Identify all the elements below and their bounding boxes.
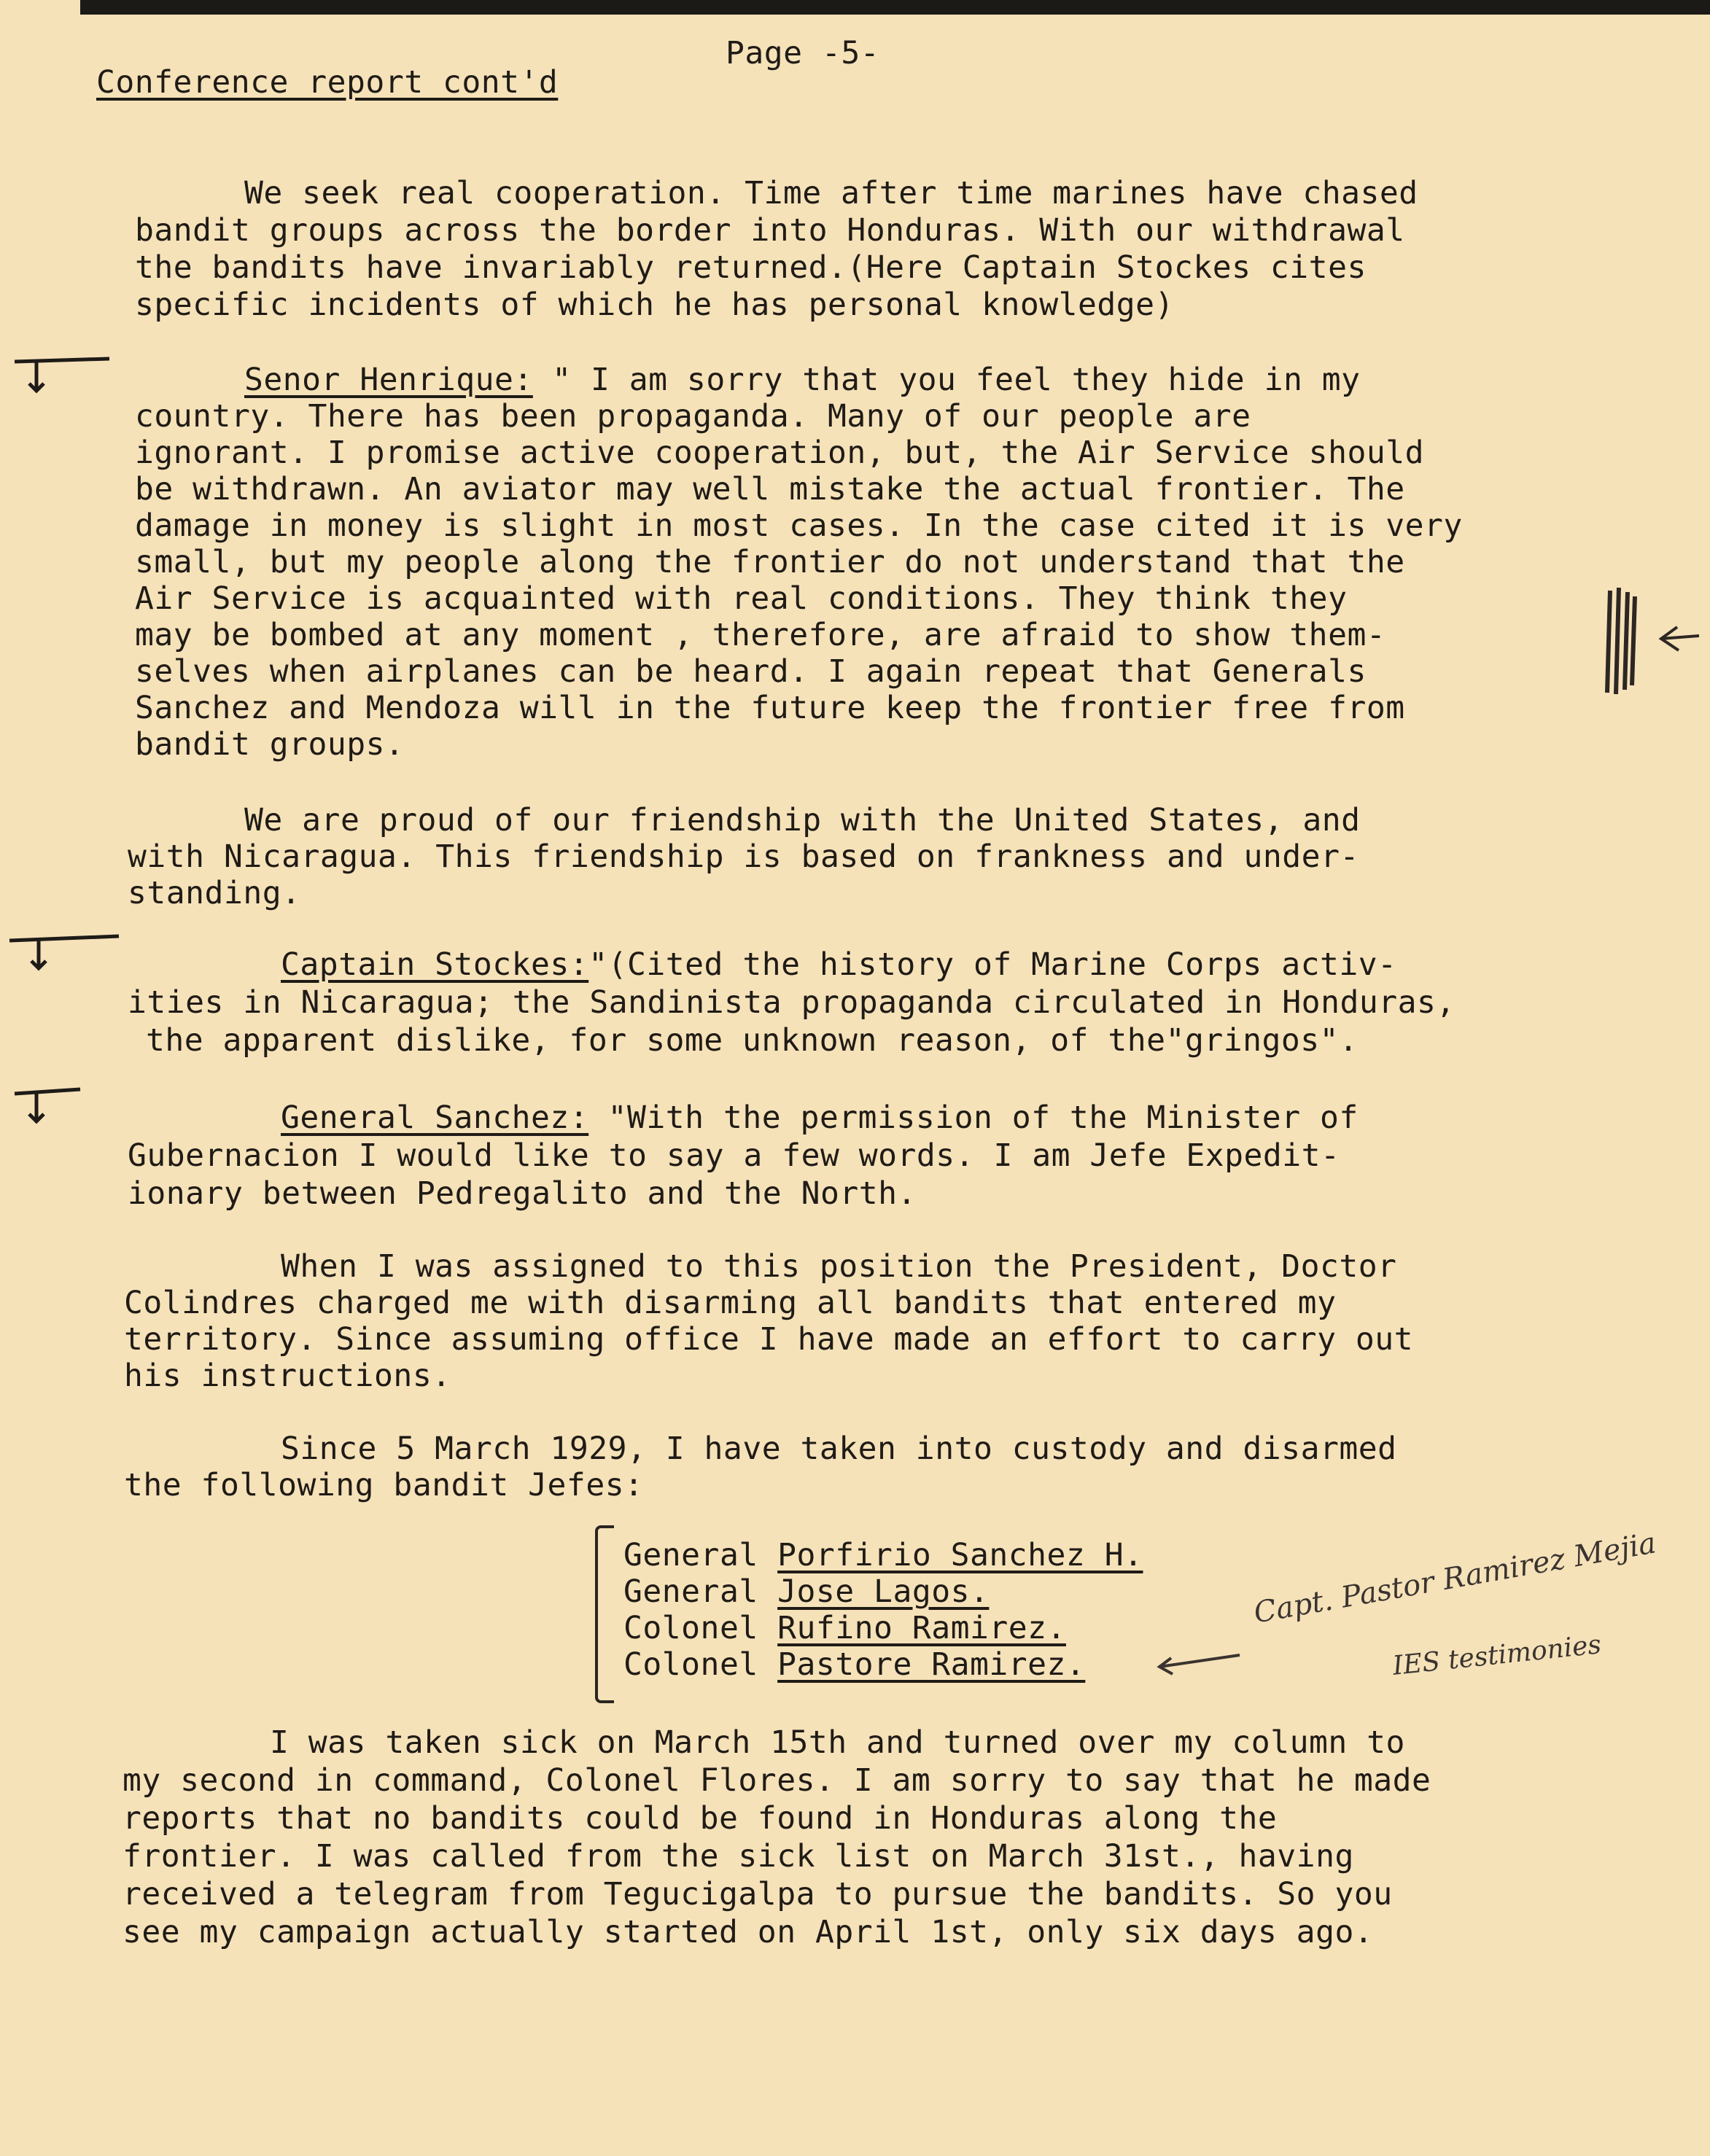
- list-item: Colonel Rufino Ramirez.: [623, 1610, 1066, 1646]
- paragraph-4-line: ities in Nicaragua; the Sandinista propaganda circulated in Honduras,: [128, 984, 1456, 1021]
- paragraph-8-line: received a telegram from Tegucigalpa to pursue the bandits. So you: [123, 1876, 1393, 1912]
- paragraph-2-line: small, but my people along the frontier do not understand that the: [135, 544, 1405, 580]
- margin-emphasis-mark: [1597, 583, 1706, 700]
- paragraph-8-line: I was taken sick on March 15th and turned over my column to: [270, 1724, 1405, 1761]
- paragraph-2-line: bandit groups.: [135, 726, 405, 763]
- paragraph-8-line: my second in command, Colonel Flores. I am sorry to say that he made: [123, 1762, 1431, 1799]
- paragraph-text: " I am sorry that you feel they hide in my: [552, 362, 1361, 398]
- paragraph-1-line: specific incidents of which he has personal knowledge): [135, 287, 1174, 323]
- handwritten-note: Capt. Pastor Ramirez Mejia: [1251, 1526, 1659, 1630]
- paragraph-2-line: ignorant. I promise active cooperation, but, the Air Service should: [135, 435, 1425, 471]
- paragraph-1-line: the bandits have invariably returned.(Here Captain Stockes cites: [135, 249, 1367, 286]
- paragraph-8-line: frontier. I was called from the sick list on March 31st., having: [123, 1838, 1354, 1875]
- paragraph-text: "With the permission of the Minister of: [607, 1100, 1359, 1136]
- paragraph-8-line: reports that no bandits could be found in Honduras along the: [123, 1800, 1278, 1837]
- paragraph-4-line: the apparent dislike, for some unknown reason, of the"gringos".: [146, 1022, 1359, 1059]
- paragraph-4-first-line: [281, 946, 1397, 984]
- paragraph-7-line: Since 5 March 1929, I have taken into custody and disarmed: [281, 1431, 1397, 1467]
- paragraph-6-line: Colindres charged me with disarming all bandits that entered my: [124, 1285, 1337, 1321]
- list-item: General Porfirio Sanchez H.: [623, 1537, 1143, 1573]
- paragraph-7-line: the following bandit Jefes:: [124, 1467, 644, 1503]
- paragraph-2-line: country. There has been propaganda. Many of our people are: [135, 398, 1251, 435]
- speaker-name: Senor Henrique:: [244, 362, 533, 398]
- speaker-name: Captain Stockes:: [281, 946, 589, 983]
- margin-bracket-mark: [11, 356, 113, 400]
- list-item: General Jose Lagos.: [623, 1573, 990, 1610]
- paragraph-3-line: We are proud of our friendship with the United States, and: [244, 802, 1361, 838]
- paragraph-5-line: Gubernacion I would like to say a few words. I am Jefe Expedit-: [128, 1137, 1340, 1174]
- paragraph-text: "(Cited the history of Marine Corps activ-: [588, 946, 1397, 983]
- paragraph-8-line: see my campaign actually started on April 1st, only six days ago.: [123, 1914, 1374, 1950]
- margin-bracket-mark: [6, 933, 123, 977]
- paragraph-2-line: damage in money is slight in most cases. In the case cited it is very: [135, 507, 1463, 544]
- page-header: Conference report cont'd: [96, 64, 559, 101]
- paragraph-2-line: selves when airplanes can be heard. I again repeat that Generals: [135, 653, 1367, 690]
- list-bracket: [595, 1525, 614, 1703]
- speaker-name: General Sanchez:: [281, 1100, 589, 1136]
- paragraph-3-line: with Nicaragua. This friendship is based on frankness and under-: [128, 838, 1359, 875]
- paragraph-2-line: Sanchez and Mendoza will in the future keep the frontier free from: [135, 690, 1405, 726]
- paragraph-1-line: We seek real cooperation. Time after time marines have chased: [244, 175, 1418, 211]
- paragraph-2-first-line: [244, 362, 1361, 399]
- page-number: Page -5-: [726, 35, 880, 71]
- handwritten-note: IES testimonies: [1391, 1630, 1603, 1681]
- paragraph-2-line: be withdrawn. An aviator may well mistake the actual frontier. The: [135, 471, 1405, 507]
- list-item: Colonel Pastore Ramirez.: [623, 1646, 1086, 1683]
- paragraph-6-line: his instructions.: [124, 1358, 451, 1394]
- page-top-edge: [80, 0, 1710, 15]
- paragraph-2-line: Air Service is acquainted with real conditions. They think they: [135, 580, 1348, 617]
- annotation-arrow-icon: [1152, 1648, 1247, 1677]
- margin-bracket-mark: [11, 1086, 84, 1130]
- paragraph-1-line: bandit groups across the border into Honduras. With our withdrawal: [135, 212, 1405, 249]
- paragraph-5-line: ionary between Pedregalito and the North.: [128, 1175, 917, 1212]
- paragraph-5-first-line: [281, 1100, 1359, 1137]
- paragraph-2-line: may be bombed at any moment , therefore, are afraid to show them-: [135, 617, 1386, 653]
- paragraph-6-line: When I was assigned to this position the President, Doctor: [281, 1248, 1397, 1285]
- paragraph-6-line: territory. Since assuming office I have made an effort to carry out: [124, 1321, 1414, 1358]
- paragraph-3-line: standing.: [128, 875, 301, 911]
